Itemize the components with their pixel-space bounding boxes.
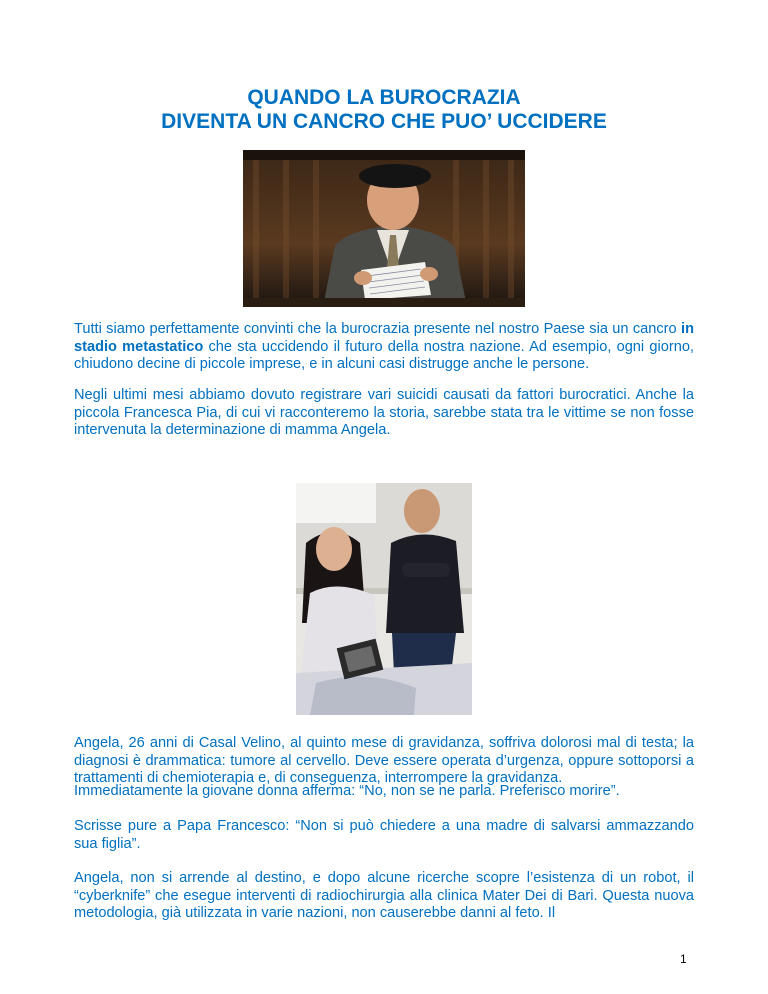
paragraph-2: Negli ultimi mesi abbiamo dovuto registrare vari suicidi causati da fattori burocratici. Anche la piccola Francesca Pia, di cui vi racconteremo la storia, sarebbe stata tra le vittime se non fosse intervenuta la determinazione di mamma Angela. <box>74 387 694 438</box>
paragraph-5: Scrisse pure a Papa Francesco: “Non si può chiedere a una madre di salvarsi ammazzando sua figlia”. <box>74 818 694 852</box>
document-title <box>0 86 768 134</box>
title-line-2: DIVENTA UN CANCRO CHE PUO’ UCCIDERE <box>161 110 607 133</box>
photo-man-with-letter <box>243 150 525 307</box>
paragraph-6: Angela, non si arrende al destino, e dopo alcune ricerche scopre l’esistenza di un robot, il “cyberknife” che esegue interventi di radiochirurgia alla clinica Mater Dei di Bari. Questa nuova metodologia, già utilizzata in varie nazioni, non causerebbe danni al feto. Il <box>74 870 694 921</box>
paragraph-1-bold: in stadio metastatico <box>74 321 694 355</box>
paragraph-1 <box>74 321 694 374</box>
paragraph-1-text-end: che sta uccidendo il futuro della nostra nazione. Ad esempio, ogni giorno, chiudono decine di piccole imprese, e in alcuni casi distrugge anche le persone. <box>74 338 694 372</box>
page-number: 1 <box>680 952 687 966</box>
paragraph-1-text-start: Tutti siamo perfettamente convinti che la burocrazia presente nel nostro Paese sia un cancro <box>74 321 682 337</box>
paragraph-4: Immediatamente la giovane donna afferma: “No, non se ne parla. Preferisco morire”. <box>74 783 620 799</box>
title-line-1: QUANDO LA BUROCRAZIA <box>247 86 521 109</box>
paragraph-3: Angela, 26 anni di Casal Velino, al quinto mese di gravidanza, soffriva dolorosi mal di testa; la diagnosi è drammatica: tumore al cervello. Deve essere operata d’urgenza, oppure sottoporsi a trattamenti di chemioterapia e, di conseguenza, interrompere la gravidanza. <box>74 735 694 786</box>
photo-couple-with-ultrasound <box>296 483 472 715</box>
